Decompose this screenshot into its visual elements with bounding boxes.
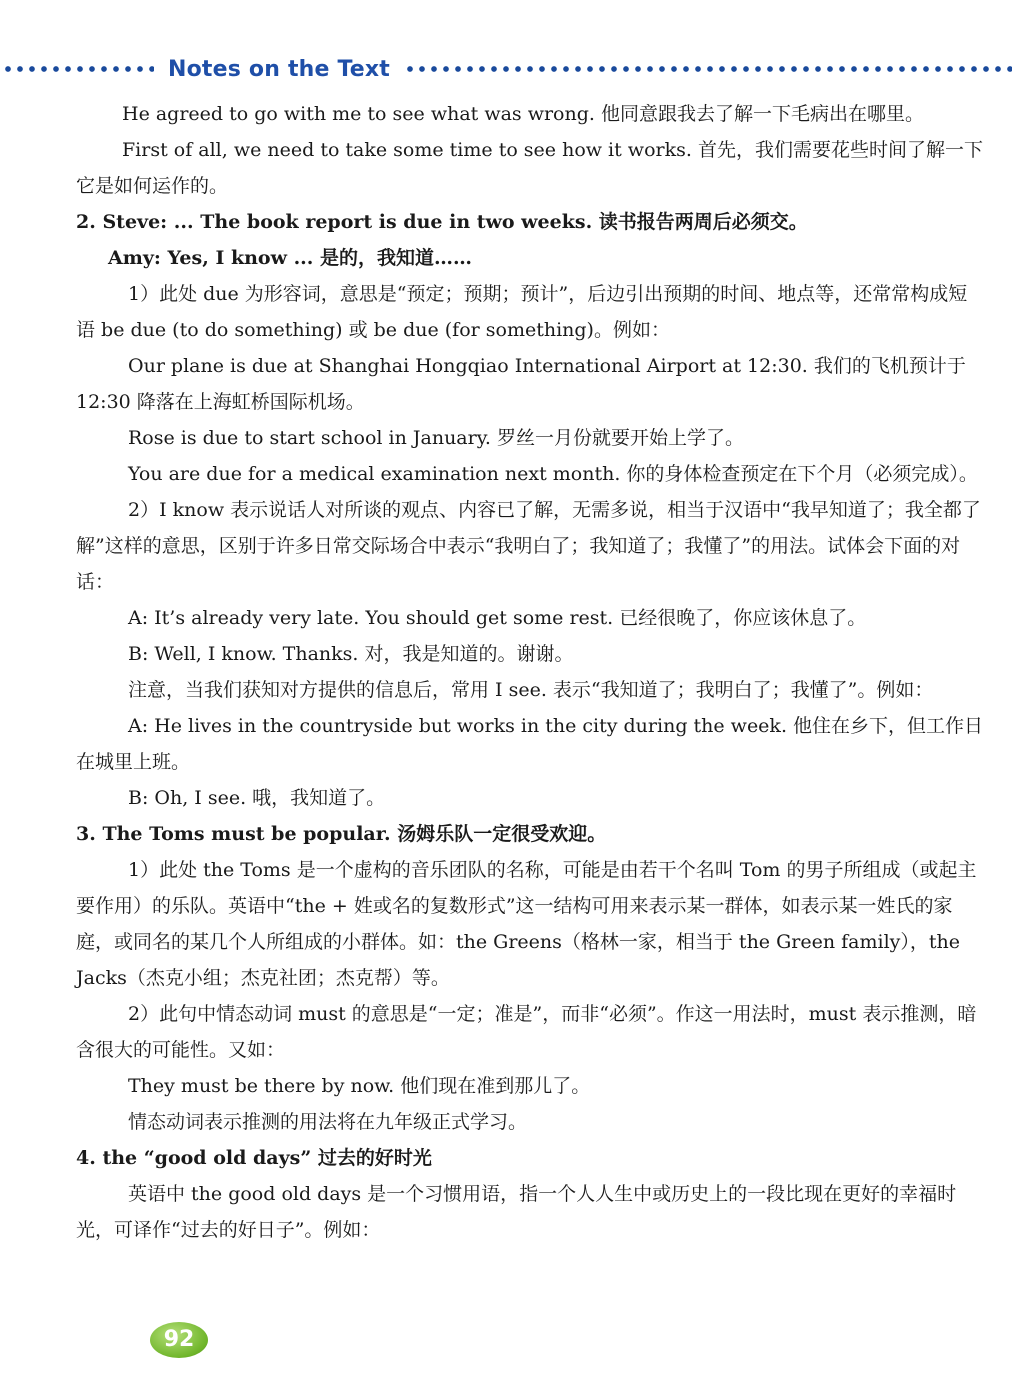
notes-body: [76, 96, 984, 1248]
explanation-paragraph: 1）此处 due 为形容词，意思是“预定；预期；预计”，后边引出预期的时间、地点等，还常常构成短语 be due (to do something) 或 be due (for something)。例如：: [76, 283, 968, 341]
example-sentence: First of all, we need to take some time to see how it works. 首先，我们需要花些时间了解一下它是如何运作的。: [76, 139, 983, 197]
page-number-badge: 92: [150, 1322, 208, 1358]
explanation-paragraph: 英语中 the good old days 是一个习惯用语，指一个人人生中或历史上的一段比现在更好的幸福时光，可译作“过去的好日子”。例如：: [76, 1183, 957, 1241]
explanation-paragraph: 2）I know 表示说话人对所谈的观点、内容已了解，无需多说，相当于汉语中“我早知道了；我全都了解”这样的意思，区别于许多日常交际场合中表示“我明白了；我知道了；我懂了”的用法。试体会下面的对话：: [76, 499, 981, 593]
explanation-paragraph: 1）此处 the Toms 是一个虚构的音乐团队的名称，可能是由若干个名叫 Tom 的男子所组成（或起主要作用）的乐队。英语中“the + 姓或名的复数形式”这一结构可用来表示某一群体，如表示某一姓氏的家庭，或同名的某几个人所组成的小群体。如：the Greens（格林一家，相当于 the Green family），the Jacks（杰克小组；杰克社团；杰克帮）等。: [76, 859, 977, 989]
example-sentence: Our plane is due at Shanghai Hongqiao International Airport at 12:30. 我们的飞机预计于 12:30 降落在上海虹桥国际机场。: [76, 355, 966, 413]
explanation-paragraph: 2）此句中情态动词 must 的意思是“一定；准是”，而非“必须”。作这一用法时，must 表示推测，暗含很大的可能性。又如：: [76, 1003, 977, 1061]
dialogue-line: A: He lives in the countryside but works in the city during the week. 他住在乡下，但工作日在城里上班。: [76, 715, 984, 773]
section-header: [0, 52, 1024, 86]
example-sentence: You are due for a medical examination next month. 你的身体检查预定在下个月（必须完成）。: [128, 463, 978, 485]
note-heading-3: 3. The Toms must be popular. 汤姆乐队一定很受欢迎。: [76, 823, 607, 845]
dialogue-line: B: Well, I know. Thanks. 对，我是知道的。谢谢。: [128, 643, 574, 665]
example-sentence: Rose is due to start school in January. 罗丝一月份就要开始上学了。: [128, 427, 745, 449]
explanation-paragraph: 注意，当我们获知对方提供的信息后，常用 I see. 表示“我知道了；我明白了；我懂了”。例如：: [128, 679, 934, 701]
dialogue-line: A: It’s already very late. You should get some rest. 已经很晚了，你应该休息了。: [128, 607, 867, 629]
note-heading-2: 2. Steve: ... The book report is due in two weeks. 读书报告两周后必须交。: [76, 211, 808, 233]
header-dots-right: [404, 65, 1012, 73]
explanation-paragraph: 情态动词表示推测的用法将在九年级正式学习。: [128, 1111, 528, 1133]
header-title: Notes on the Text: [168, 56, 391, 82]
header-dots-left: [2, 65, 154, 73]
dialogue-line: Amy: Yes, I know ... 是的，我知道……: [108, 247, 473, 269]
dialogue-line: B: Oh, I see. 哦，我知道了。: [128, 787, 386, 809]
example-sentence: They must be there by now. 他们现在准到那儿了。: [128, 1075, 591, 1097]
note-heading-4: 4. the “good old days” 过去的好时光: [76, 1147, 432, 1169]
example-sentence: He agreed to go with me to see what was wrong. 他同意跟我去了解一下毛病出在哪里。: [122, 103, 924, 125]
